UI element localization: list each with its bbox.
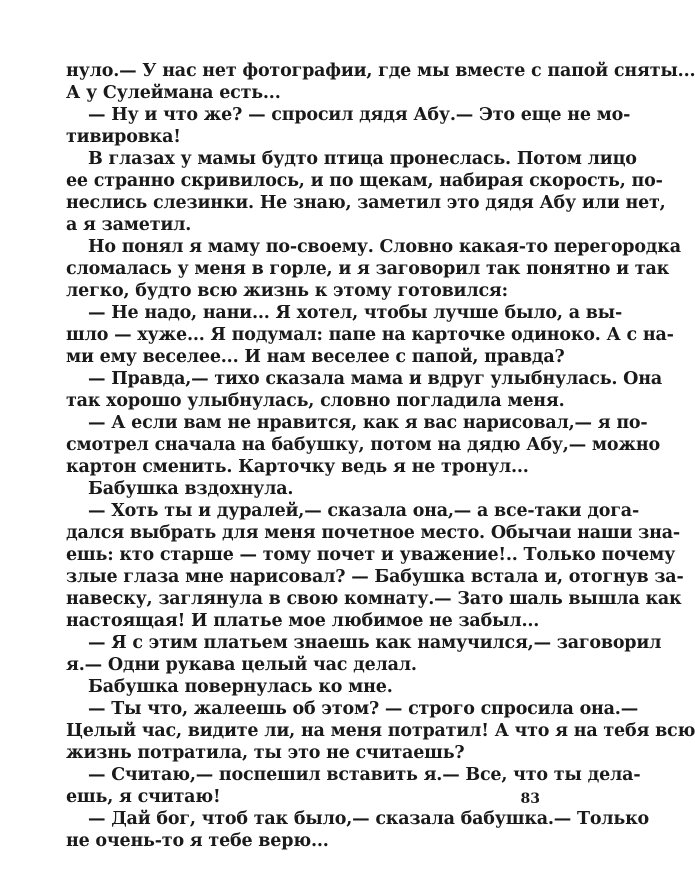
text-line: ешь, я считаю!	[66, 787, 221, 807]
text-line: а я заметил.	[66, 215, 192, 235]
text-line: я.— Одни рукава целый час делал.	[66, 655, 417, 675]
text-line: — Правда,— тихо сказала мама и вдруг улыбнулась. Она	[88, 369, 662, 389]
text-line: Целый час, видите ли, на меня потратил! А что я на тебя всю	[66, 721, 695, 741]
text-line: В глазах у мамы будто птица пронеслась. Потом лицо	[88, 149, 637, 169]
text-line: — А если вам не нравится, как я вас нарисовал,— я по-	[88, 413, 648, 433]
text-line: — Не надо, нани... Я хотел, чтобы лучше было, а вы-	[88, 303, 623, 323]
text-line: — Ну и что же? — спросил дядя Абу.— Это еще не мо-	[88, 105, 631, 125]
text-line: сломалась у меня в горле, и я заговорил так понятно и так	[66, 259, 670, 279]
text-line: Бабушка вздохнула.	[88, 479, 294, 499]
text-line: смотрел сначала на бабушку, потом на дядю Абу,— можно	[66, 435, 660, 455]
text-line: настоящая! И платье мое любимое не забыл...	[66, 611, 540, 631]
text-line: легко, будто всю жизнь к этому готовился:	[66, 281, 508, 301]
text-line: неслись слезинки. Не знаю, заметил это дядя Абу или нет,	[66, 193, 666, 213]
text-line: навеску, заглянула в свою комнату.— Зато шаль вышла как	[66, 589, 682, 609]
text-line: — Я с этим платьем знаешь как намучился,— заговорил	[88, 633, 662, 653]
text-line: ми ему веселее... И нам веселее с папой, правда?	[66, 347, 565, 367]
text-line: не очень-то я тебе верю...	[66, 831, 329, 851]
text-line: ешь: кто старше — тому почет и уважение!.. Только почему	[66, 545, 676, 565]
text-line: — Считаю,— поспешил вставить я.— Все, что ты дела-	[88, 765, 641, 785]
text-line: тивировка!	[66, 127, 181, 147]
text-line: — Дай бог, чтоб так было,— сказала бабушка.— Только	[88, 809, 650, 829]
text-line: — Хоть ты и дуралей,— сказала она,— а все-таки дога-	[88, 501, 640, 521]
text-line: злые глаза мне нарисовал? — Бабушка встала и, отогнув за-	[66, 567, 684, 587]
text-line: дался выбрать для меня почетное место. Обычаи наши зна-	[66, 523, 680, 543]
text-line: ее странно скривилось, и по щекам, набирая скорость, по-	[66, 171, 663, 191]
text-line: так хорошо улыбнулась, словно погладила меня.	[66, 391, 565, 411]
text-line: Но понял я маму по-своему. Словно какая-то перегородка	[88, 237, 681, 257]
text-line: — Ты что, жалеешь об этом? — строго спросила она.—	[88, 699, 638, 719]
page-number: 83	[520, 791, 540, 807]
text-line: шло — хуже... Я подумал: папе на карточке одиноко. А с на-	[66, 325, 674, 345]
text-line: нуло.— У нас нет фотографии, где мы вместе с папой сняты...	[66, 61, 695, 81]
text-line: жизнь потратила, ты это не считаешь?	[66, 743, 465, 763]
text-line: А у Сулеймана есть...	[66, 83, 281, 103]
text-line: картон сменить. Карточку ведь я не тронул...	[66, 457, 529, 477]
text-line: Бабушка повернулась ко мне.	[88, 677, 393, 697]
